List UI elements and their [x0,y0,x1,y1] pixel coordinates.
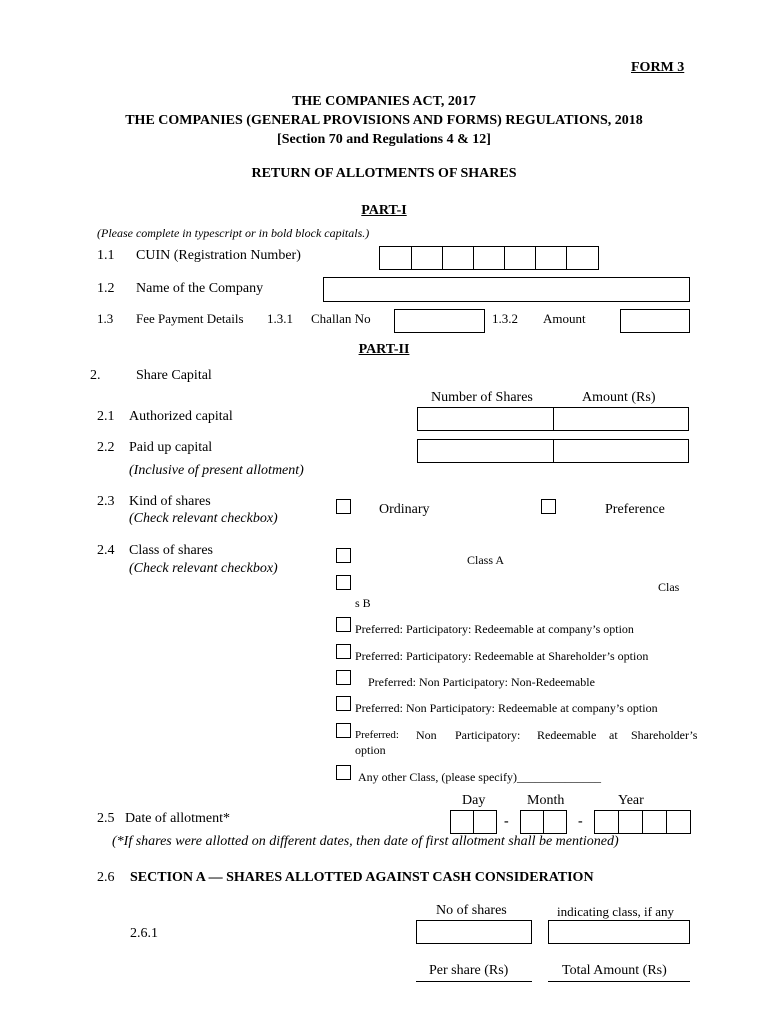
indicating-class-field[interactable] [548,920,690,944]
date-note: (*If shares were allotted on different dates, then date of first allotment shall be mentioned) [112,834,619,849]
opt1-checkbox[interactable] [336,617,351,632]
item-number: 2.6 [97,870,115,885]
class-b-checkbox[interactable] [336,575,351,590]
day-label: Day [462,793,486,808]
cuin-input[interactable] [379,246,599,270]
cuin-digit-box[interactable] [411,246,443,270]
cuin-digit-box[interactable] [442,246,474,270]
opt4-label: Preferred: Non Participatory: Redeemable at company’s option [355,701,658,715]
opt5-word: Non [416,728,437,742]
fee-amount-field[interactable] [620,309,690,333]
day-input[interactable] [450,810,497,834]
paid-up-shares-field[interactable] [417,439,554,463]
opt5-word: Shareholder’s [631,728,698,742]
opt5-word: Redeemable [537,728,597,742]
total-amount-label: Total Amount (Rs) [562,963,667,978]
class-a-checkbox[interactable] [336,548,351,563]
year-digit-box[interactable] [642,810,667,834]
month-digit-box[interactable] [520,810,544,834]
item-number: 2.5 [97,811,115,826]
opt4-checkbox[interactable] [336,696,351,711]
cuin-digit-box[interactable] [504,246,536,270]
any-other-class-checkbox[interactable] [336,765,351,780]
part1-heading: PART-I [361,203,407,218]
item-number: 1.1 [97,248,115,263]
item-number: 2. [90,368,101,383]
section-a-heading: SECTION A — SHARES ALLOTTED AGAINST CASH CONSIDERATION [130,870,594,885]
item-number: 1.3 [97,311,114,326]
col-header-number-of-shares: Number of Shares [431,390,533,405]
class-of-shares-label: Class of shares [129,543,213,558]
authorized-shares-field[interactable] [417,407,554,431]
year-label: Year [618,793,644,808]
opt5-checkbox[interactable] [336,723,351,738]
opt5-word: Participatory: [455,728,521,742]
authorized-amount-field[interactable] [553,407,689,431]
preference-label: Preference [605,502,665,517]
opt3-label: Preferred: Non Participatory: Non-Redeemable [368,675,595,689]
total-amount-underline [548,981,690,982]
cuin-digit-box[interactable] [566,246,599,270]
section-reference: [Section 70 and Regulations 4 & 12] [277,132,491,147]
per-share-underline [416,981,532,982]
form-title: RETURN OF ALLOTMENTS OF SHARES [251,166,517,181]
day-digit-box[interactable] [450,810,474,834]
paid-up-amount-field[interactable] [553,439,689,463]
year-digit-box[interactable] [594,810,619,834]
item-number: 1.3.1 [267,311,293,326]
col-header-amount: Amount (Rs) [582,390,656,405]
ordinary-checkbox[interactable] [336,499,351,514]
item-number: 1.3.2 [492,311,518,326]
kind-of-shares-label: Kind of shares [129,494,211,509]
date-separator: - [504,814,509,829]
company-name-field[interactable] [323,277,690,302]
paid-up-capital-label: Paid up capital [129,440,213,455]
instruction-text: (Please complete in typescript or in bold block capitals.) [97,226,370,240]
class-note: (Check relevant checkbox) [129,561,278,576]
cuin-label: CUIN (Registration Number) [136,248,301,263]
challan-label: Challan No [311,311,371,326]
opt5-label-line2: option [355,743,386,757]
month-input[interactable] [520,810,567,834]
year-digit-box[interactable] [618,810,643,834]
cuin-digit-box[interactable] [379,246,412,270]
act-title: THE COMPANIES ACT, 2017 [292,94,476,109]
opt1-label: Preferred: Participatory: Redeemable at company’s option [355,622,634,636]
amount-label: Amount [543,311,586,326]
challan-no-field[interactable] [394,309,485,333]
date-of-allotment-label: Date of allotment* [125,811,230,826]
cuin-digit-box[interactable] [535,246,567,270]
class-b-label-part: Clas [658,580,680,594]
form-number: FORM 3 [631,60,685,75]
paid-up-note: (Inclusive of present allotment) [129,463,304,478]
class-a-label: Class A [467,553,505,567]
item-number: 2.2 [97,440,115,455]
item-number: 2.3 [97,494,115,509]
indicating-class-label: indicating class, if any [557,904,674,919]
company-name-label: Name of the Company [136,281,264,296]
year-input[interactable] [594,810,691,834]
kind-note: (Check relevant checkbox) [129,511,278,526]
authorized-capital-label: Authorized capital [129,409,233,424]
no-of-shares-field[interactable] [416,920,532,944]
ordinary-label: Ordinary [379,502,430,517]
opt3-checkbox[interactable] [336,670,351,685]
class-b-label-part: s B [355,596,371,610]
item-number: 2.6.1 [130,926,158,941]
share-capital-label: Share Capital [136,368,212,383]
date-separator: - [578,814,583,829]
day-digit-box[interactable] [473,810,497,834]
opt5-word: at [609,728,618,742]
any-other-class-label: Any other Class, (please specify)______________ [358,770,601,784]
year-digit-box[interactable] [666,810,691,834]
preference-checkbox[interactable] [541,499,556,514]
item-number: 1.2 [97,281,115,296]
month-label: Month [527,793,565,808]
per-share-label: Per share (Rs) [429,963,509,978]
regulations-title: THE COMPANIES (GENERAL PROVISIONS AND FORMS) REGULATIONS, 2018 [125,113,643,128]
opt2-checkbox[interactable] [336,644,351,659]
opt5-word: Preferred: [355,729,399,741]
opt2-label: Preferred: Participatory: Redeemable at Shareholder’s option [355,649,649,663]
cuin-digit-box[interactable] [473,246,505,270]
month-digit-box[interactable] [543,810,567,834]
item-number: 2.4 [97,543,115,558]
item-number: 2.1 [97,409,115,424]
part2-heading: PART-II [358,342,410,357]
fee-payment-label: Fee Payment Details [136,311,244,326]
no-of-shares-label: No of shares [436,903,507,918]
